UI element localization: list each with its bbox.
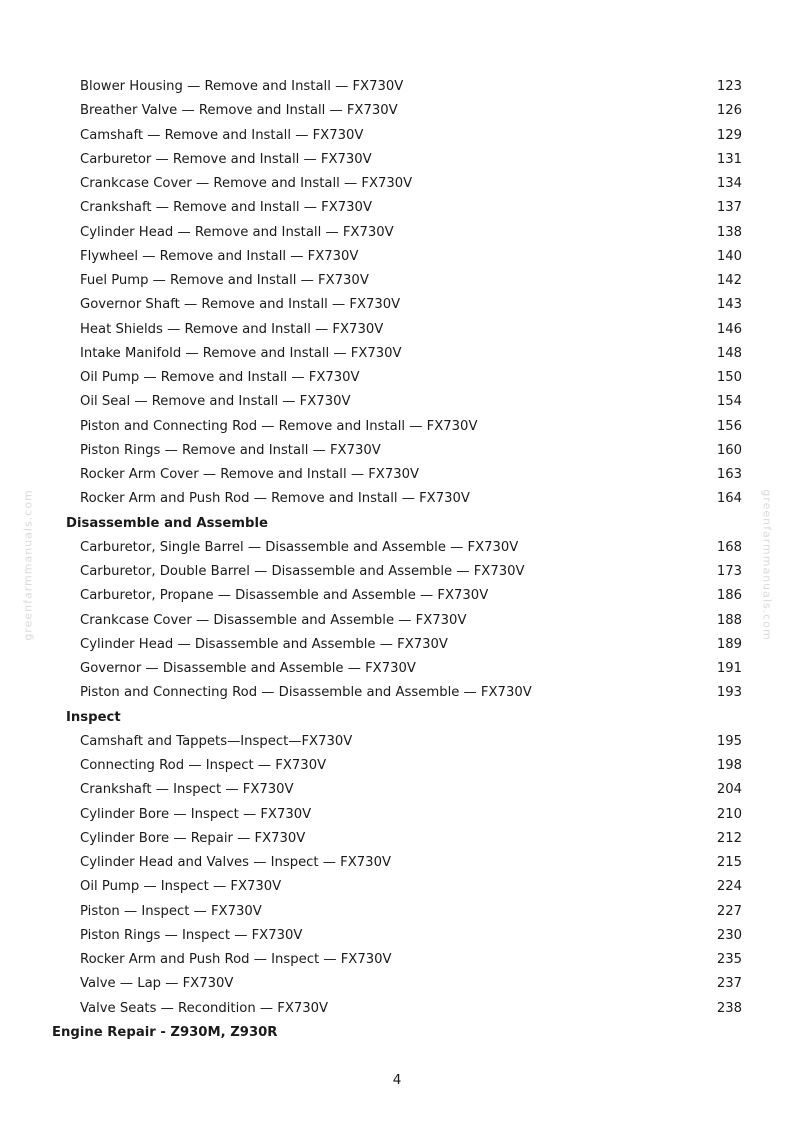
toc-entry[interactable] bbox=[0, 972, 794, 996]
toc-entry[interactable] bbox=[0, 415, 794, 439]
toc-entry-title: Piston — Inspect — FX730V bbox=[80, 903, 262, 919]
toc-chapter-heading bbox=[0, 1021, 794, 1045]
toc-entry-title: Valve — Lap — FX730V bbox=[80, 976, 234, 992]
toc-entry-title: Crankshaft — Inspect — FX730V bbox=[80, 782, 294, 798]
toc-entry-page: 160 bbox=[716, 442, 742, 458]
toc-entry[interactable] bbox=[0, 803, 794, 827]
toc-entry-title: Carburetor, Double Barrel — Disassemble and Assemble — FX730V bbox=[80, 564, 525, 579]
watermark-left: greenfarmmanuals.com bbox=[21, 489, 35, 641]
toc-entry-page: 126 bbox=[716, 103, 742, 119]
toc-entry[interactable] bbox=[0, 754, 794, 778]
toc-entry[interactable] bbox=[0, 875, 794, 899]
toc-entry[interactable] bbox=[0, 390, 794, 414]
toc-entry-page: 215 bbox=[716, 855, 742, 870]
toc-entry[interactable] bbox=[0, 172, 794, 196]
toc-entry[interactable] bbox=[0, 293, 794, 317]
toc-entry-title: Engine Repair - Z930M, Z930R bbox=[52, 1024, 278, 1040]
toc-entry-page: 237 bbox=[716, 976, 742, 992]
toc-entry-title: Cylinder Bore — Repair — FX730V bbox=[80, 830, 306, 846]
toc-entry-page: 163 bbox=[716, 467, 742, 482]
toc-entry-title: Crankshaft — Remove and Install — FX730V bbox=[80, 200, 372, 216]
toc-entry-title: Camshaft — Remove and Install — FX730V bbox=[80, 127, 364, 143]
toc-entry-title: Heat Shields — Remove and Install — FX730V bbox=[80, 321, 384, 337]
toc-entry[interactable] bbox=[0, 681, 794, 705]
toc-entry[interactable] bbox=[0, 342, 794, 366]
toc-entry[interactable] bbox=[0, 487, 794, 511]
toc-entry-title: Crankcase Cover — Remove and Install — FX730V bbox=[80, 176, 413, 191]
toc-entry[interactable] bbox=[0, 778, 794, 802]
toc-entry-title: Flywheel — Remove and Install — FX730V bbox=[80, 248, 359, 264]
toc-entry-title: Disassemble and Assemble bbox=[66, 515, 268, 531]
toc-entry-title: Oil Seal — Remove and Install — FX730V bbox=[80, 394, 351, 410]
toc-entry-title: Rocker Arm and Push Rod — Inspect — FX730V bbox=[80, 952, 392, 967]
toc-entry[interactable] bbox=[0, 900, 794, 924]
toc-entry-page: 173 bbox=[716, 564, 742, 579]
toc-entry-page: 156 bbox=[716, 418, 742, 434]
toc-entry-page: 134 bbox=[716, 176, 742, 191]
toc-entry-title: Inspect bbox=[66, 709, 121, 725]
toc-entry[interactable] bbox=[0, 318, 794, 342]
toc-entry[interactable] bbox=[0, 269, 794, 293]
toc-entry-title: Breather Valve — Remove and Install — FX730V bbox=[80, 103, 398, 119]
toc-entry-page: 227 bbox=[716, 903, 742, 919]
toc-entry-title: Oil Pump — Inspect — FX730V bbox=[80, 879, 282, 895]
toc-entry-title: Piston and Connecting Rod — Disassemble and Assemble — FX730V bbox=[80, 685, 532, 701]
toc-entry[interactable] bbox=[0, 851, 794, 875]
toc-entry-page: 140 bbox=[716, 248, 742, 264]
toc-entry-page: 143 bbox=[716, 297, 742, 313]
toc-entry-page: 238 bbox=[716, 1000, 742, 1016]
toc-entry[interactable] bbox=[0, 221, 794, 245]
toc-entry[interactable] bbox=[0, 463, 794, 487]
toc-entry[interactable] bbox=[0, 657, 794, 681]
toc-entry-title: Intake Manifold — Remove and Install — FX730V bbox=[80, 345, 402, 361]
toc-entry[interactable] bbox=[0, 633, 794, 657]
toc-entry[interactable] bbox=[0, 609, 794, 633]
toc-entry-title: Crankcase Cover — Disassemble and Assemble — FX730V bbox=[80, 612, 467, 628]
toc-entry-title: Rocker Arm Cover — Remove and Install — FX730V bbox=[80, 467, 420, 482]
toc-entry-page: 193 bbox=[716, 685, 742, 701]
toc-entry[interactable] bbox=[0, 948, 794, 972]
toc-entry-title: Piston Rings — Inspect — FX730V bbox=[80, 927, 303, 943]
toc-entry[interactable] bbox=[0, 124, 794, 148]
toc-entry-title: Cylinder Head — Remove and Install — FX730V bbox=[80, 224, 394, 240]
toc-entry-page: 168 bbox=[716, 539, 742, 555]
toc-entry-title: Cylinder Bore — Inspect — FX730V bbox=[80, 806, 312, 822]
toc-section-heading bbox=[0, 706, 794, 730]
toc-entry-page: 129 bbox=[716, 127, 742, 143]
toc-entry-page: 235 bbox=[716, 952, 742, 967]
toc-entry-page: 146 bbox=[716, 321, 742, 337]
toc-entry-title: Cylinder Head and Valves — Inspect — FX730V bbox=[80, 855, 391, 870]
toc-entry-title: Piston and Connecting Rod — Remove and Install — FX730V bbox=[80, 418, 478, 434]
toc-entry[interactable] bbox=[0, 560, 794, 584]
toc-section-heading bbox=[0, 512, 794, 536]
toc-entry-title: Piston Rings — Remove and Install — FX730V bbox=[80, 442, 381, 458]
toc-entry[interactable] bbox=[0, 536, 794, 560]
toc-entry[interactable] bbox=[0, 99, 794, 123]
toc-entry-title: Blower Housing — Remove and Install — FX730V bbox=[80, 79, 404, 94]
toc-entry-page: 150 bbox=[716, 370, 742, 385]
toc-entry[interactable] bbox=[0, 245, 794, 269]
toc-entry-title: Governor — Disassemble and Assemble — FX730V bbox=[80, 661, 416, 676]
toc-entry-title: Carburetor — Remove and Install — FX730V bbox=[80, 151, 372, 167]
table-of-contents bbox=[0, 75, 794, 1045]
toc-entry-title: Rocker Arm and Push Rod — Remove and Install — FX730V bbox=[80, 491, 470, 507]
toc-entry-page: 230 bbox=[716, 927, 742, 943]
toc-entry-title: Carburetor, Propane — Disassemble and Assemble — FX730V bbox=[80, 588, 489, 604]
toc-entry-page: 195 bbox=[716, 733, 742, 749]
toc-entry[interactable] bbox=[0, 196, 794, 220]
toc-entry-page: 186 bbox=[716, 588, 742, 604]
toc-entry-title: Connecting Rod — Inspect — FX730V bbox=[80, 758, 327, 773]
toc-entry-page: 138 bbox=[716, 224, 742, 240]
watermark-right: greenfarmmanuals.com bbox=[760, 489, 774, 641]
toc-entry-page: 191 bbox=[716, 661, 742, 676]
toc-entry-page: 123 bbox=[716, 79, 742, 94]
toc-entry-page: 164 bbox=[716, 491, 742, 507]
toc-entry-page: 198 bbox=[716, 758, 742, 773]
toc-entry[interactable] bbox=[0, 730, 794, 754]
toc-entry-title: Fuel Pump — Remove and Install — FX730V bbox=[80, 273, 369, 288]
toc-entry-page: 142 bbox=[716, 273, 742, 288]
toc-entry[interactable] bbox=[0, 827, 794, 851]
toc-entry[interactable] bbox=[0, 366, 794, 390]
toc-entry-page: 212 bbox=[716, 830, 742, 846]
toc-entry-title: Governor Shaft — Remove and Install — FX730V bbox=[80, 297, 401, 313]
toc-entry-title: Oil Pump — Remove and Install — FX730V bbox=[80, 370, 360, 385]
toc-entry-title: Camshaft and Tappets—Inspect—FX730V bbox=[80, 733, 353, 749]
toc-entry-page: 131 bbox=[716, 151, 742, 167]
toc-entry[interactable] bbox=[0, 924, 794, 948]
toc-entry-page: 224 bbox=[716, 879, 742, 895]
toc-entry-page: 148 bbox=[716, 345, 742, 361]
toc-entry[interactable] bbox=[0, 148, 794, 172]
toc-entry-title: Cylinder Head — Disassemble and Assemble — FX730V bbox=[80, 636, 448, 652]
toc-entry[interactable] bbox=[0, 584, 794, 608]
toc-entry-page: 188 bbox=[716, 612, 742, 628]
toc-entry[interactable] bbox=[0, 439, 794, 463]
toc-entry[interactable] bbox=[0, 75, 794, 99]
toc-entry-page: 189 bbox=[716, 636, 742, 652]
toc-entry-title: Carburetor, Single Barrel — Disassemble and Assemble — FX730V bbox=[80, 539, 519, 555]
toc-entry-page: 137 bbox=[716, 200, 742, 216]
toc-entry-page: 204 bbox=[716, 782, 742, 798]
toc-entry-page: 154 bbox=[716, 394, 742, 410]
page-number: 4 bbox=[392, 1072, 402, 1088]
toc-entry-page: 210 bbox=[716, 806, 742, 822]
toc-entry[interactable] bbox=[0, 997, 794, 1021]
toc-entry-title: Valve Seats — Recondition — FX730V bbox=[80, 1000, 329, 1016]
